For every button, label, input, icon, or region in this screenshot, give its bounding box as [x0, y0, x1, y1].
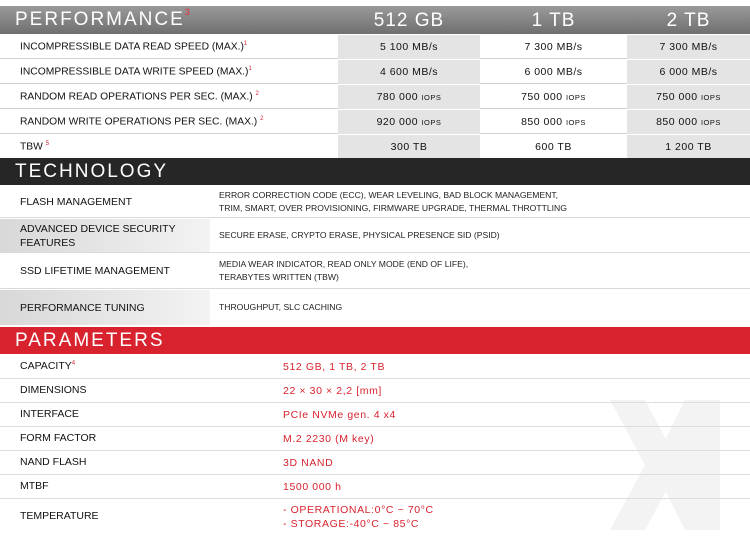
cell-2tb: 6 000 MB/s — [627, 60, 750, 84]
table-row — [0, 110, 750, 134]
param-label: FORM FACTOR — [20, 432, 97, 444]
table-row — [0, 35, 750, 59]
table-row — [0, 499, 750, 537]
table-row — [0, 379, 750, 403]
tech-label: ADVANCED DEVICE SECURITY FEATURES — [0, 219, 210, 252]
table-row — [0, 355, 750, 379]
performance-header — [0, 6, 750, 34]
param-label: DIMENSIONS — [20, 384, 87, 396]
param-label: INTERFACE — [20, 408, 79, 420]
cell-2tb: 850 000 IOPS — [627, 110, 750, 134]
param-label: NAND FLASH — [20, 456, 87, 468]
column-1tb: 1 TB — [531, 10, 576, 31]
param-value: 1500 000 h — [283, 481, 342, 493]
cell-512gb: 300 TB — [338, 135, 480, 159]
cell-2tb: 750 000 IOPS — [627, 85, 750, 109]
cell-1tb: 7 300 MB/s — [524, 41, 583, 53]
technology-header — [0, 158, 750, 185]
list-item — [0, 186, 750, 218]
list-item — [0, 254, 750, 289]
cell-2tb: 7 300 MB/s — [627, 35, 750, 59]
param-label: TEMPERATURE — [20, 510, 99, 522]
tech-label: FLASH MANAGEMENT — [20, 195, 133, 208]
row-label: RANDOM READ OPERATIONS PER SEC. (MAX.) $^2$ — [20, 91, 259, 103]
cell-512gb: 780 000 IOPS — [338, 85, 480, 109]
performance-title: PERFORMANCE$^3$ — [15, 7, 190, 30]
table-row — [0, 427, 750, 451]
param-value: 3D NAND — [283, 457, 334, 469]
technology-title: TECHNOLOGY — [15, 161, 169, 182]
cell-512gb: 5 100 MB/s — [338, 35, 480, 59]
list-item — [0, 219, 750, 253]
tech-label: PERFORMANCE TUNING — [0, 290, 210, 325]
param-label: MTBF — [20, 480, 49, 492]
cell-1tb: 750 000 IOPS — [521, 91, 586, 103]
row-label: TBW $^5$ — [20, 141, 50, 153]
row-label: INCOMPRESSIBLE DATA WRITE SPEED $(MAX.)^1$ — [20, 66, 252, 78]
table-row — [0, 403, 750, 427]
column-512gb: 512 GB — [373, 10, 445, 31]
param-value: PCIe NVMe gen. 4 x4 — [283, 409, 396, 421]
table-row — [0, 85, 750, 109]
tech-value: MEDIA WEAR INDICATOR, READ ONLY MODE (END OF LIFE), TERABYTES WRITTEN (TBW) — [219, 259, 469, 282]
table-row — [0, 135, 750, 159]
param-value: 512 GB, 1 TB, 2 TB — [283, 361, 386, 373]
column-2tb: 2 TB — [666, 10, 711, 31]
param-value: - OPERATIONAL:0°C ~ 70°C - STORAGE:-40°C ~ 85°C — [283, 504, 434, 530]
parameters-title: PARAMETERS — [15, 330, 165, 351]
tech-value: SECURE ERASE, CRYPTO ERASE, PHYSICAL PRESENCE SID (PSID) — [219, 230, 500, 240]
list-item — [0, 290, 750, 325]
tech-label: SSD LIFETIME MANAGEMENT — [20, 265, 170, 277]
tech-value: ERROR CORRECTION CODE (ECC), WEAR LEVELING, BAD BLOCK MANAGEMENT, TRIM, SMART, OVER PROVISIONING, FIRMWARE UPGRADE, THERMAL THROTTLING — [219, 189, 567, 213]
row-label: RANDOM WRITE OPERATIONS PER SEC. (MAX.) $^2$ — [20, 116, 264, 128]
table-row — [0, 60, 750, 84]
parameters-header — [0, 327, 750, 354]
cell-2tb: 1 200 TB — [627, 135, 750, 159]
param-label: CAPACITY$^4$ — [20, 360, 76, 372]
cell-512gb: 920 000 IOPS — [338, 110, 480, 134]
table-row — [0, 451, 750, 475]
row-label: INCOMPRESSIBLE DATA READ SPEED $(MAX.)^1$ — [20, 41, 248, 53]
cell-1tb: 850 000 IOPS — [521, 116, 586, 128]
tech-value: THROUGHPUT, SLC CACHING — [219, 302, 343, 312]
cell-1tb: 6 000 MB/s — [524, 66, 583, 78]
table-row — [0, 475, 750, 499]
performance-title-note: 3 — [184, 7, 190, 17]
cell-512gb: 4 600 MB/s — [338, 60, 480, 84]
param-value: 22 × 30 × 2,2 [mm] — [283, 385, 382, 397]
param-value: M.2 2230 (M key) — [283, 433, 375, 445]
cell-1tb: 600 TB — [535, 141, 572, 153]
